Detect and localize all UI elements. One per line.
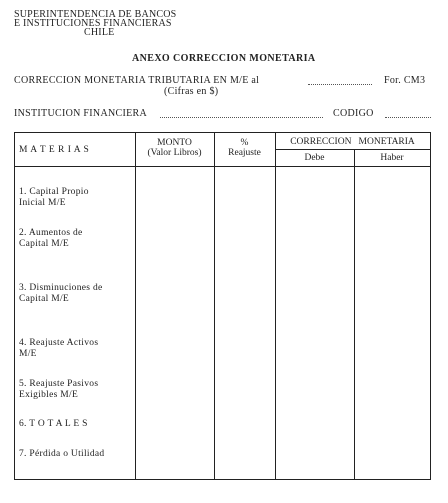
header-monto: MONTO (Valor Libros) — [147, 138, 202, 158]
row-disminuciones-capital: 3. Disminuciones de Capital M/E — [19, 283, 103, 304]
date-field-line[interactable] — [308, 84, 372, 85]
form-code: For. CM3 — [384, 75, 426, 86]
cifras-subtitle: (Cifras en $) — [164, 86, 219, 97]
col-sep-4 — [354, 149, 355, 479]
correccion-label: CORRECCION MONETARIA TRIBUTARIA EN M/E al — [14, 75, 260, 86]
header-haber: Haber — [380, 153, 404, 163]
col-sep-3 — [275, 133, 276, 479]
header-reajuste: % Reajuste — [228, 138, 261, 158]
row-capital-propio: 1. Capital Propio Inicial M/E — [19, 187, 89, 208]
header-bottom-line — [15, 166, 430, 167]
org-line-3: CHILE — [84, 27, 115, 38]
row-perdida-utilidad: 7. Pérdida o Utilidad — [19, 449, 105, 459]
org-line-2: E INSTITUCIONES FINANCIERAS — [14, 18, 172, 29]
header-correccion: CORRECCION MONETARIA — [290, 137, 415, 147]
institucion-field-line[interactable] — [160, 117, 323, 118]
row-reajuste-activos: 4. Reajuste Activos M/E — [19, 338, 99, 359]
header-debe: Debe — [304, 153, 325, 163]
row-aumentos-capital: 2. Aumentos de Capital M/E — [19, 228, 83, 249]
correccion-divider — [275, 149, 430, 150]
col-sep-1 — [135, 133, 136, 479]
codigo-label: CODIGO — [333, 108, 374, 119]
row-totales: 6. T O T A L E S — [19, 419, 88, 429]
header-materias: M A T E R I A S — [19, 145, 90, 155]
institucion-label: INSTITUCION FINANCIERA — [14, 108, 147, 119]
codigo-field-line[interactable] — [385, 117, 431, 118]
col-sep-2 — [214, 133, 215, 479]
correccion-table — [14, 132, 431, 480]
org-line-1: SUPERINTENDENCIA DE BANCOS — [14, 9, 177, 20]
row-reajuste-pasivos: 5. Reajuste Pasivos Exigibles M/E — [19, 379, 99, 400]
document-title: ANEXO CORRECCION MONETARIA — [132, 53, 316, 64]
